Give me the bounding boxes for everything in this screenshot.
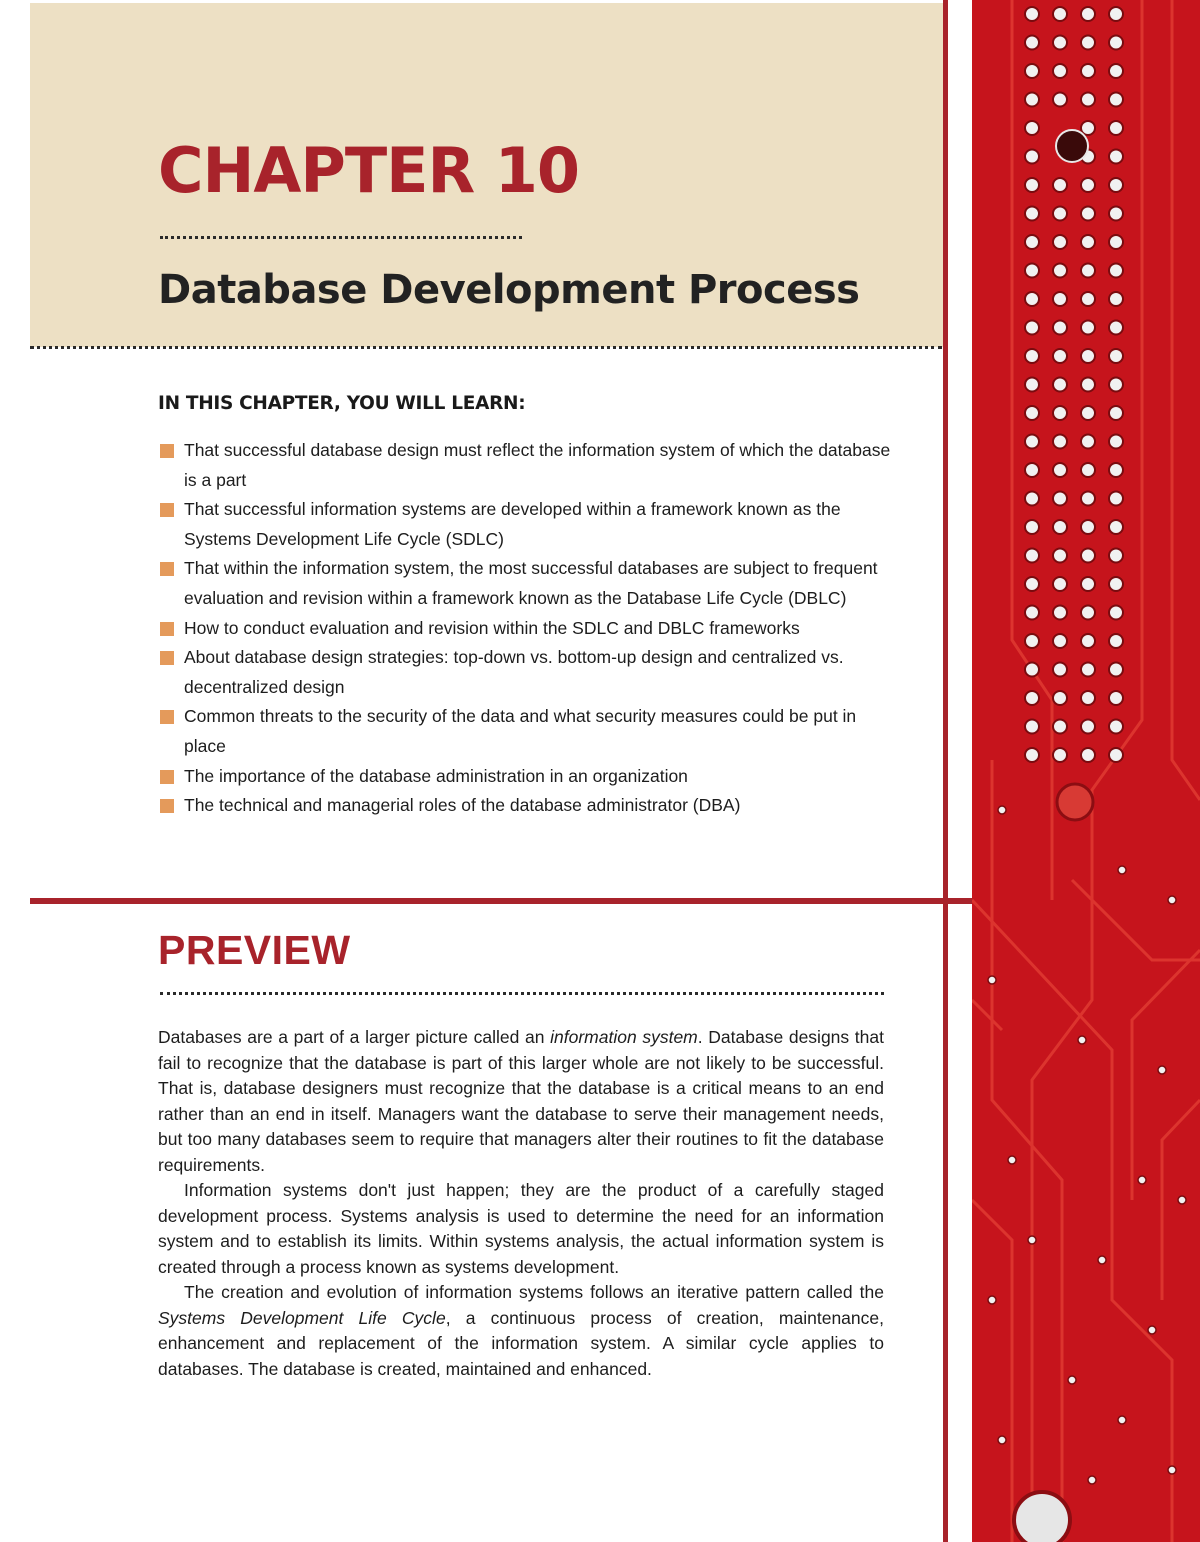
circuit-pin	[1053, 463, 1067, 477]
circuit-pin	[1081, 36, 1095, 50]
circuit-via	[1028, 1236, 1036, 1244]
circuit-pin	[1025, 492, 1039, 506]
circuit-pin	[1081, 321, 1095, 335]
circuit-pin	[1109, 207, 1123, 221]
preview-heading-divider	[160, 992, 884, 995]
learning-objectives-heading: IN THIS CHAPTER, YOU WILL LEARN:	[158, 393, 526, 414]
circuit-pin	[1053, 264, 1067, 278]
circuit-pin	[1109, 378, 1123, 392]
objective-item	[158, 791, 898, 821]
circuit-pin	[1109, 36, 1123, 50]
circuit-pin	[1081, 435, 1095, 449]
objective-item	[158, 643, 898, 702]
circuit-pin	[1109, 463, 1123, 477]
circuit-via	[1178, 1196, 1186, 1204]
circuit-pin	[1081, 406, 1095, 420]
objective-text: That successful database design must reflect the information system of which the database is a part	[184, 440, 891, 490]
circuit-pin	[1053, 748, 1067, 762]
circuit-pin	[1081, 178, 1095, 192]
circuit-pin	[1025, 150, 1039, 164]
circuit-pin	[1053, 178, 1067, 192]
circuit-pin	[1025, 321, 1039, 335]
circuit-pin	[1053, 720, 1067, 734]
circuit-pin	[1025, 349, 1039, 363]
orange-square-bullet-icon	[160, 799, 174, 813]
circuit-pin	[1081, 748, 1095, 762]
circuit-pin	[1025, 378, 1039, 392]
circuit-pin	[1109, 292, 1123, 306]
chapter-number-divider	[160, 236, 522, 239]
preview-heading: PREVIEW	[158, 927, 351, 973]
circuit-pin	[1081, 606, 1095, 620]
circuit-pin	[1025, 64, 1039, 78]
preview-paragraph: Information systems don't just happen; they are the product of a carefully staged development process. Systems analysis is used to determine the need for an information system and to establish its limits. Within systems analysis, the actual information system is created through a process known as systems development.	[158, 1180, 884, 1277]
objective-text: How to conduct evaluation and revision within the SDLC and DBLC frameworks	[184, 617, 800, 638]
circuit-via	[1138, 1176, 1146, 1184]
circuit-pin	[1081, 7, 1095, 21]
circuit-via	[1118, 1416, 1126, 1424]
circuit-via	[1088, 1476, 1096, 1484]
circuit-pin	[1053, 207, 1067, 221]
circuit-pin	[1025, 7, 1039, 21]
objective-item	[158, 762, 898, 792]
circuit-pin	[1053, 7, 1067, 21]
circuit-pin	[1053, 93, 1067, 107]
chapter-title: Database Development Process	[158, 267, 860, 313]
circuit-pin	[1109, 7, 1123, 21]
circuit-via	[988, 976, 996, 984]
circuit-pin	[1025, 720, 1039, 734]
circuit-board-graphic	[972, 0, 1200, 1542]
circuit-via	[998, 806, 1006, 814]
circuit-pin	[1109, 577, 1123, 591]
circuit-pin	[1081, 520, 1095, 534]
circuit-pin	[1025, 606, 1039, 620]
circuit-pin	[1025, 178, 1039, 192]
circuit-pin	[1081, 720, 1095, 734]
circuit-pin	[1081, 691, 1095, 705]
circuit-via	[988, 1296, 996, 1304]
circuit-via	[1168, 1466, 1176, 1474]
circuit-via	[1168, 896, 1176, 904]
objective-text: The importance of the database administration in an organization	[184, 765, 688, 786]
preview-paragraph: The creation and evolution of information systems follows an iterative pattern called the Systems Development Life Cycle, a continuous process of creation, maintenance, enhancement and replacement of the information system. A similar cycle applies to databases. The database is created, maintained and enhanced.	[158, 1282, 884, 1379]
circuit-pin	[1053, 64, 1067, 78]
chapter-number: CHAPTER 10	[158, 134, 580, 207]
learning-objectives-list	[158, 436, 898, 821]
circuit-pin	[1081, 663, 1095, 677]
circuit-pin	[1081, 549, 1095, 563]
circuit-pin	[1025, 235, 1039, 249]
orange-square-bullet-icon	[160, 710, 174, 724]
orange-square-bullet-icon	[160, 622, 174, 636]
circuit-pin	[1025, 406, 1039, 420]
circuit-pin	[1053, 435, 1067, 449]
circuit-pin	[1081, 463, 1095, 477]
orange-square-bullet-icon	[160, 651, 174, 665]
header-bottom-divider	[30, 346, 942, 349]
circuit-pin	[1081, 93, 1095, 107]
circuit-pin	[1025, 93, 1039, 107]
objective-text: That within the information system, the most successful databases are subject to frequent evaluation and revision within a framework known as the Database Life Cycle (DBLC)	[184, 558, 878, 608]
objective-text: The technical and managerial roles of the database administrator (DBA)	[184, 795, 741, 816]
circuit-pin	[1109, 606, 1123, 620]
orange-square-bullet-icon	[160, 444, 174, 458]
circuit-board-image	[972, 0, 1200, 1542]
circuit-pin	[1081, 207, 1095, 221]
circuit-pin	[1109, 406, 1123, 420]
circuit-pin	[1081, 492, 1095, 506]
circuit-pin	[1025, 549, 1039, 563]
circuit-pin	[1053, 691, 1067, 705]
circuit-pin	[1109, 121, 1123, 135]
circuit-pin	[1053, 406, 1067, 420]
circuit-pin	[1053, 492, 1067, 506]
circuit-pin	[1081, 634, 1095, 648]
circuit-pin	[1109, 691, 1123, 705]
circuit-via	[1078, 1036, 1086, 1044]
circuit-pin	[1109, 549, 1123, 563]
circuit-pin	[1025, 577, 1039, 591]
orange-square-bullet-icon	[160, 503, 174, 517]
circuit-via	[1068, 1376, 1076, 1384]
circuit-pin	[1081, 264, 1095, 278]
circuit-pin	[1053, 235, 1067, 249]
circuit-pin	[1053, 321, 1067, 335]
circuit-pin	[1025, 292, 1039, 306]
circuit-pin	[1109, 748, 1123, 762]
circuit-pin	[1025, 748, 1039, 762]
circuit-via	[998, 1436, 1006, 1444]
circuit-pin	[1053, 577, 1067, 591]
circuit-pin	[1109, 634, 1123, 648]
circuit-pin	[1053, 549, 1067, 563]
objective-text: About database design strategies: top-down vs. bottom-up design and centralized vs. decentralized design	[184, 647, 844, 697]
circuit-via	[1008, 1156, 1016, 1164]
circuit-pin	[1109, 520, 1123, 534]
circuit-pin	[1109, 150, 1123, 164]
circuit-pin	[1081, 577, 1095, 591]
circuit-pin	[1025, 264, 1039, 278]
objective-text: That successful information systems are developed within a framework known as the Systems Development Life Cycle (SDLC)	[184, 499, 841, 549]
objective-item	[158, 436, 898, 495]
circuit-pin	[1053, 634, 1067, 648]
circuit-pin	[1081, 349, 1095, 363]
circuit-pin	[1109, 321, 1123, 335]
circuit-pin	[1025, 435, 1039, 449]
circuit-pin	[1109, 349, 1123, 363]
circuit-pin	[1025, 36, 1039, 50]
circuit-pin	[1081, 292, 1095, 306]
circuit-pin	[1025, 691, 1039, 705]
emphasis-term: information system	[550, 1027, 698, 1047]
circuit-pin	[1109, 264, 1123, 278]
circuit-pin	[1025, 634, 1039, 648]
circuit-pin	[1025, 663, 1039, 677]
circuit-pin	[1053, 606, 1067, 620]
circuit-pin	[1109, 64, 1123, 78]
vertical-accent-rule	[943, 0, 948, 1542]
orange-square-bullet-icon	[160, 770, 174, 784]
circuit-pin	[1109, 720, 1123, 734]
circuit-pin	[1025, 121, 1039, 135]
circuit-pin	[1053, 520, 1067, 534]
circuit-pin	[1081, 64, 1095, 78]
orange-square-bullet-icon	[160, 562, 174, 576]
emphasis-term: Systems Development Life Cycle	[158, 1307, 446, 1328]
objective-item	[158, 495, 898, 554]
objective-item	[158, 702, 898, 761]
circuit-via	[1158, 1066, 1166, 1074]
circuit-pin	[1109, 93, 1123, 107]
circuit-pin	[1025, 520, 1039, 534]
circuit-pin	[1109, 492, 1123, 506]
circuit-pin	[1109, 178, 1123, 192]
preview-paragraph: Databases are a part of a larger picture called an information system. Database designs that fail to recognize that the database is part of this larger whole are not likely to be successful. That is, database designers must recognize that the database is a critical means to an end rather than an end in itself. Managers want the database to serve their management needs, but too many databases seem to require that managers alter their routines to fit the database requirements.	[158, 1027, 884, 1175]
circuit-pin	[1025, 463, 1039, 477]
circuit-pin	[1081, 121, 1095, 135]
circuit-pin	[1109, 235, 1123, 249]
circuit-pin	[1081, 378, 1095, 392]
circuit-pin	[1109, 663, 1123, 677]
preview-body	[158, 1025, 884, 1382]
circuit-pin	[1053, 663, 1067, 677]
circuit-pin	[1081, 235, 1095, 249]
circuit-pin	[1053, 349, 1067, 363]
objective-item	[158, 554, 898, 613]
circuit-via	[1118, 866, 1126, 874]
objective-text: Common threats to the security of the data and what security measures could be put in place	[184, 706, 857, 756]
circuit-pin	[1025, 207, 1039, 221]
circuit-pin	[1053, 292, 1067, 306]
circuit-via	[1098, 1256, 1106, 1264]
objective-item	[158, 614, 898, 644]
circuit-pin	[1053, 36, 1067, 50]
circuit-pin	[1109, 435, 1123, 449]
circuit-via	[1148, 1326, 1156, 1334]
circuit-pin	[1053, 378, 1067, 392]
